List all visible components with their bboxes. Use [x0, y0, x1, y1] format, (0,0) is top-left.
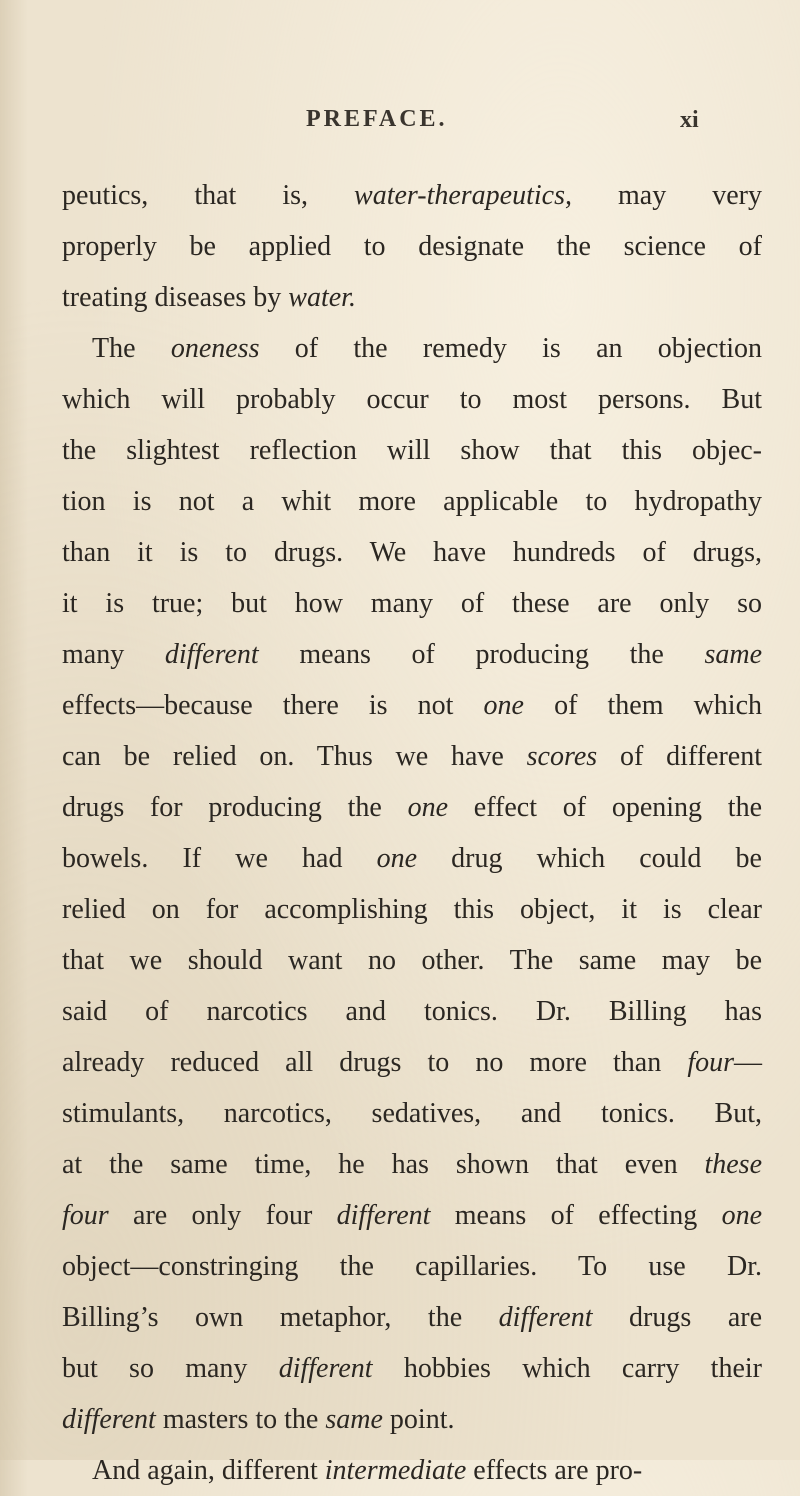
text-line — [62, 425, 762, 476]
text-line — [62, 527, 762, 578]
text-line — [62, 221, 762, 272]
text-line — [62, 680, 762, 731]
italic-text: four — [687, 1047, 734, 1078]
text-run: bowels. If we had — [62, 843, 377, 874]
text-run: are only four — [108, 1200, 337, 1231]
text-run: object—constringing the capillaries. To use Dr. — [62, 1251, 762, 1282]
text-run: of the remedy is an objection — [259, 333, 762, 364]
text-run: Billing’s own metaphor, the — [62, 1302, 499, 1333]
text-line — [62, 374, 762, 425]
italic-text: different — [164, 639, 259, 670]
text-line — [62, 833, 762, 884]
text-line — [62, 272, 762, 323]
italic-text: one — [483, 690, 524, 721]
text-run: means of producing the — [258, 639, 705, 670]
italic-text: one — [376, 843, 418, 874]
italic-text: same — [325, 1404, 383, 1435]
text-run: it is true; but how many of these are only so — [62, 588, 762, 619]
italic-text: one — [721, 1200, 763, 1231]
text-line — [62, 170, 762, 221]
text-line — [62, 323, 762, 374]
text-line — [62, 1190, 762, 1241]
italic-text: one — [407, 792, 449, 823]
italic-text: same — [704, 639, 762, 670]
text-run: tion is not a whit more applicable to hydropathy — [62, 486, 762, 517]
text-line — [62, 1088, 762, 1139]
text-run: drug which could be — [417, 843, 762, 874]
text-line — [62, 986, 762, 1037]
text-line — [62, 884, 762, 935]
italic-text: different — [336, 1200, 431, 1231]
text-run: the slightest reflection will show that this objec- — [62, 435, 762, 466]
text-run: said of narcotics and tonics. Dr. Billing has — [62, 996, 762, 1027]
text-run: but so many — [62, 1353, 279, 1384]
text-run: may very — [572, 180, 762, 211]
text-line — [62, 1394, 762, 1445]
text-run: And again, different — [92, 1455, 325, 1486]
text-line — [62, 476, 762, 527]
text-run: at the same time, he has shown that even — [62, 1149, 705, 1180]
text-run: of different — [597, 741, 762, 772]
text-run: point. — [382, 1404, 455, 1435]
text-line — [62, 1445, 762, 1496]
text-run: treating diseases by — [62, 282, 289, 313]
text-line — [62, 935, 762, 986]
running-head-title: PREFACE. — [306, 106, 448, 132]
text-line — [62, 1037, 762, 1088]
text-line — [62, 629, 762, 680]
text-line — [62, 731, 762, 782]
text-run: drugs are — [592, 1302, 762, 1333]
text-run: already reduced all drugs to no more than — [62, 1047, 688, 1078]
text-run: The — [92, 333, 171, 364]
text-line — [62, 1139, 762, 1190]
text-run: effects—because there is not — [62, 690, 484, 721]
text-run: than it is to drugs. We have hundreds of drugs, — [62, 537, 762, 568]
text-line — [62, 782, 762, 833]
running-head — [0, 106, 800, 140]
italic-text: different — [498, 1302, 593, 1333]
text-run: effects are pro- — [466, 1455, 643, 1486]
text-run: many — [62, 639, 165, 670]
italic-text: oneness — [170, 333, 260, 364]
text-run: means of effecting — [430, 1200, 722, 1231]
text-run: stimulants, narcotics, sedatives, and tonics. But, — [62, 1098, 762, 1129]
text-run: drugs for producing the — [62, 792, 408, 823]
text-line — [62, 1241, 762, 1292]
text-run: effect of opening the — [448, 792, 762, 823]
italic-text: these — [704, 1149, 762, 1180]
text-run: which will probably occur to most persons. But — [62, 384, 762, 415]
text-run: peutics, that is, — [62, 180, 355, 211]
text-run: that we should want no other. The same may be — [62, 945, 762, 976]
text-run: of them which — [523, 690, 763, 721]
italic-text: water. — [288, 282, 356, 313]
text-line — [62, 1292, 762, 1343]
text-run: masters to the — [155, 1404, 326, 1435]
italic-text: intermediate — [324, 1455, 467, 1486]
italic-text: four — [62, 1200, 109, 1231]
italic-text: water-therapeutics, — [354, 180, 572, 211]
text-run: — — [734, 1047, 762, 1078]
text-line — [62, 578, 762, 629]
body-text — [62, 170, 762, 1496]
text-line — [62, 1343, 762, 1394]
text-run: hobbies which carry their — [372, 1353, 762, 1384]
text-run: relied on for accomplishing this object, it is clear — [62, 894, 762, 925]
italic-text: different — [278, 1353, 373, 1384]
page-number: xi — [680, 107, 699, 133]
italic-text: different — [62, 1404, 156, 1435]
text-run: can be relied on. Thus we have — [62, 741, 527, 772]
text-run: properly be applied to designate the science of — [62, 231, 762, 262]
italic-text: scores — [526, 741, 598, 772]
